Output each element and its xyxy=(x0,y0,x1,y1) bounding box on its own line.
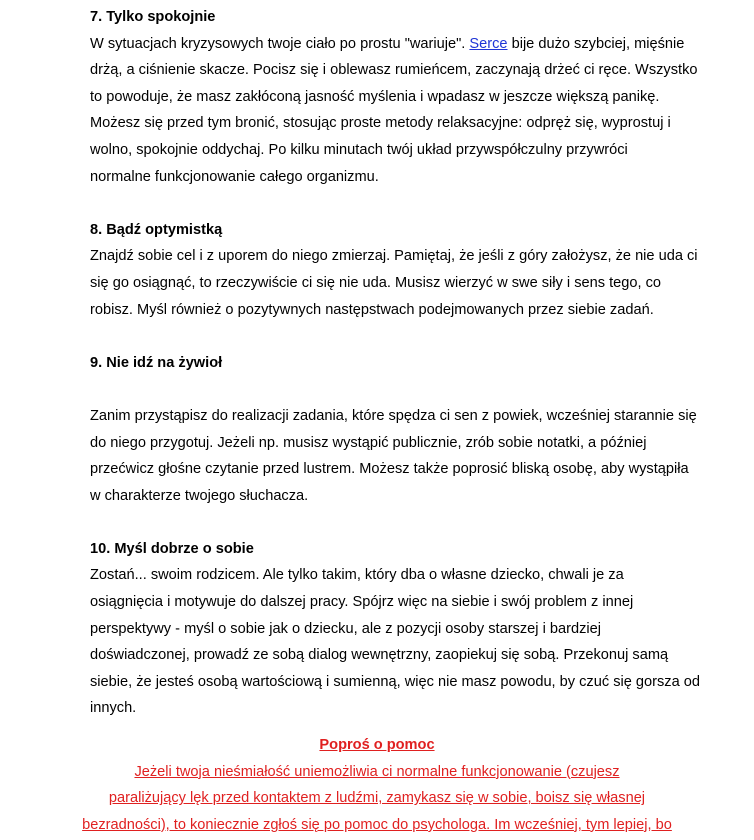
paragraph-line: Zanim przystąpisz do realizacji zadania, które spędza ci sen z powiek, wcześniej starannie się xyxy=(90,407,697,424)
section-8 xyxy=(90,217,698,323)
blank-line xyxy=(90,376,670,403)
paragraph-line: osiągnięcia i motywuje do dalszej pracy. Spójrz więc na siebie i swój problem z innej xyxy=(90,594,634,611)
callout-line: paraliżujący lęk przed kontaktem z ludźmi, zamykasz się w sobie, boisz się własnej xyxy=(108,790,646,807)
paragraph-line: siebie, że jesteś osobą wartościową i sumienną, więc nie masz powodu, by czuć się gorsza od xyxy=(90,673,700,690)
paragraph-line: to powoduje, że masz zakłóconą jasność myślenia i wpadasz w jeszcze większą panikę. xyxy=(90,88,660,105)
paragraph-line: Możesz się przed tym bronić, stosując proste metody relaksacyjne: odpręż się, wyprostuj i xyxy=(90,115,671,132)
callout-line: bezradności), to koniecznie zgłoś się po pomoc do psychologa. Im wcześniej, tym lepiej, bo xyxy=(82,816,672,833)
paragraph-line: Znajdź sobie cel i z uporem do niego zmierzaj. Pamiętaj, że jeśli z góry założysz, że nie uda ci xyxy=(90,248,698,265)
paragraph-line: w charakterze twojego słuchacza. xyxy=(90,487,309,504)
section-7 xyxy=(90,4,698,190)
paragraph-line: wolno, spokojnie oddychaj. Po kilku minutach twój układ przywspółczulny przywróci xyxy=(90,141,628,158)
blank-line xyxy=(90,190,670,217)
paragraph-line: drżą, a ciśnienie skacze. Pocisz się i oblewasz rumieńcem, zaczynają drżeć ci ręce. Wszystko xyxy=(90,62,698,79)
text-run: W sytuacjach kryzysowych twoje ciało po prostu "wariuje". xyxy=(90,35,470,52)
paragraph-line: przećwicz głośne czytanie przed lustrem. Możesz także poprosić bliską osobę, aby wystąpiła xyxy=(90,461,689,478)
blank-line xyxy=(90,323,670,350)
paragraph-line: innych. xyxy=(90,700,137,717)
paragraph-line: robisz. Myśl również o pozytywnych następstwach podejmowanych przez siebie zadań. xyxy=(90,301,654,318)
callout-title: Poproś o pomoc xyxy=(319,737,435,753)
document-body xyxy=(90,4,700,722)
section-10 xyxy=(90,536,700,722)
paragraph-line: perspektywy - myśl o sobie jak o dziecku, ale z pozycji osoby starszej i bardziej xyxy=(90,620,601,637)
paragraph-line: doświadczonej, prowadź ze sobą dialog wewnętrzny, zaopiekuj się sobą. Przekonuj samą xyxy=(90,647,669,664)
paragraph-line: normalne funkcjonowanie całego organizmu. xyxy=(90,168,379,185)
paragraph-line: do niego przygotuj. Jeżeli np. musisz wystąpić publicznie, zrób sobie notatki, a później xyxy=(90,434,647,451)
blank-line xyxy=(90,509,670,536)
serce-link[interactable]: Serce xyxy=(469,35,508,52)
text-run: bije dużo szybciej, mięśnie xyxy=(507,35,685,52)
paragraph-line: się go osiągnąć, to rzeczywiście ci się nie uda. Musisz wierzyć w swe siły i sens tego, co xyxy=(90,274,661,291)
section-heading: 9. Nie idź na żywioł xyxy=(90,354,223,371)
section-heading: 10. Myśl dobrze o sobie xyxy=(90,540,254,557)
section-heading: 7. Tylko spokojnie xyxy=(90,9,216,25)
section-9 xyxy=(90,350,697,510)
help-callout xyxy=(60,732,694,838)
paragraph-line: Zostań... swoim rodzicem. Ale tylko takim, który dba o własne dziecko, chwali je za xyxy=(90,567,624,584)
section-heading: 8. Bądź optymistką xyxy=(90,221,223,238)
callout-line: Jeżeli twoja nieśmiałość uniemożliwia ci normalne funkcjonowanie (czujesz xyxy=(134,763,620,780)
paragraph-line xyxy=(90,31,685,58)
